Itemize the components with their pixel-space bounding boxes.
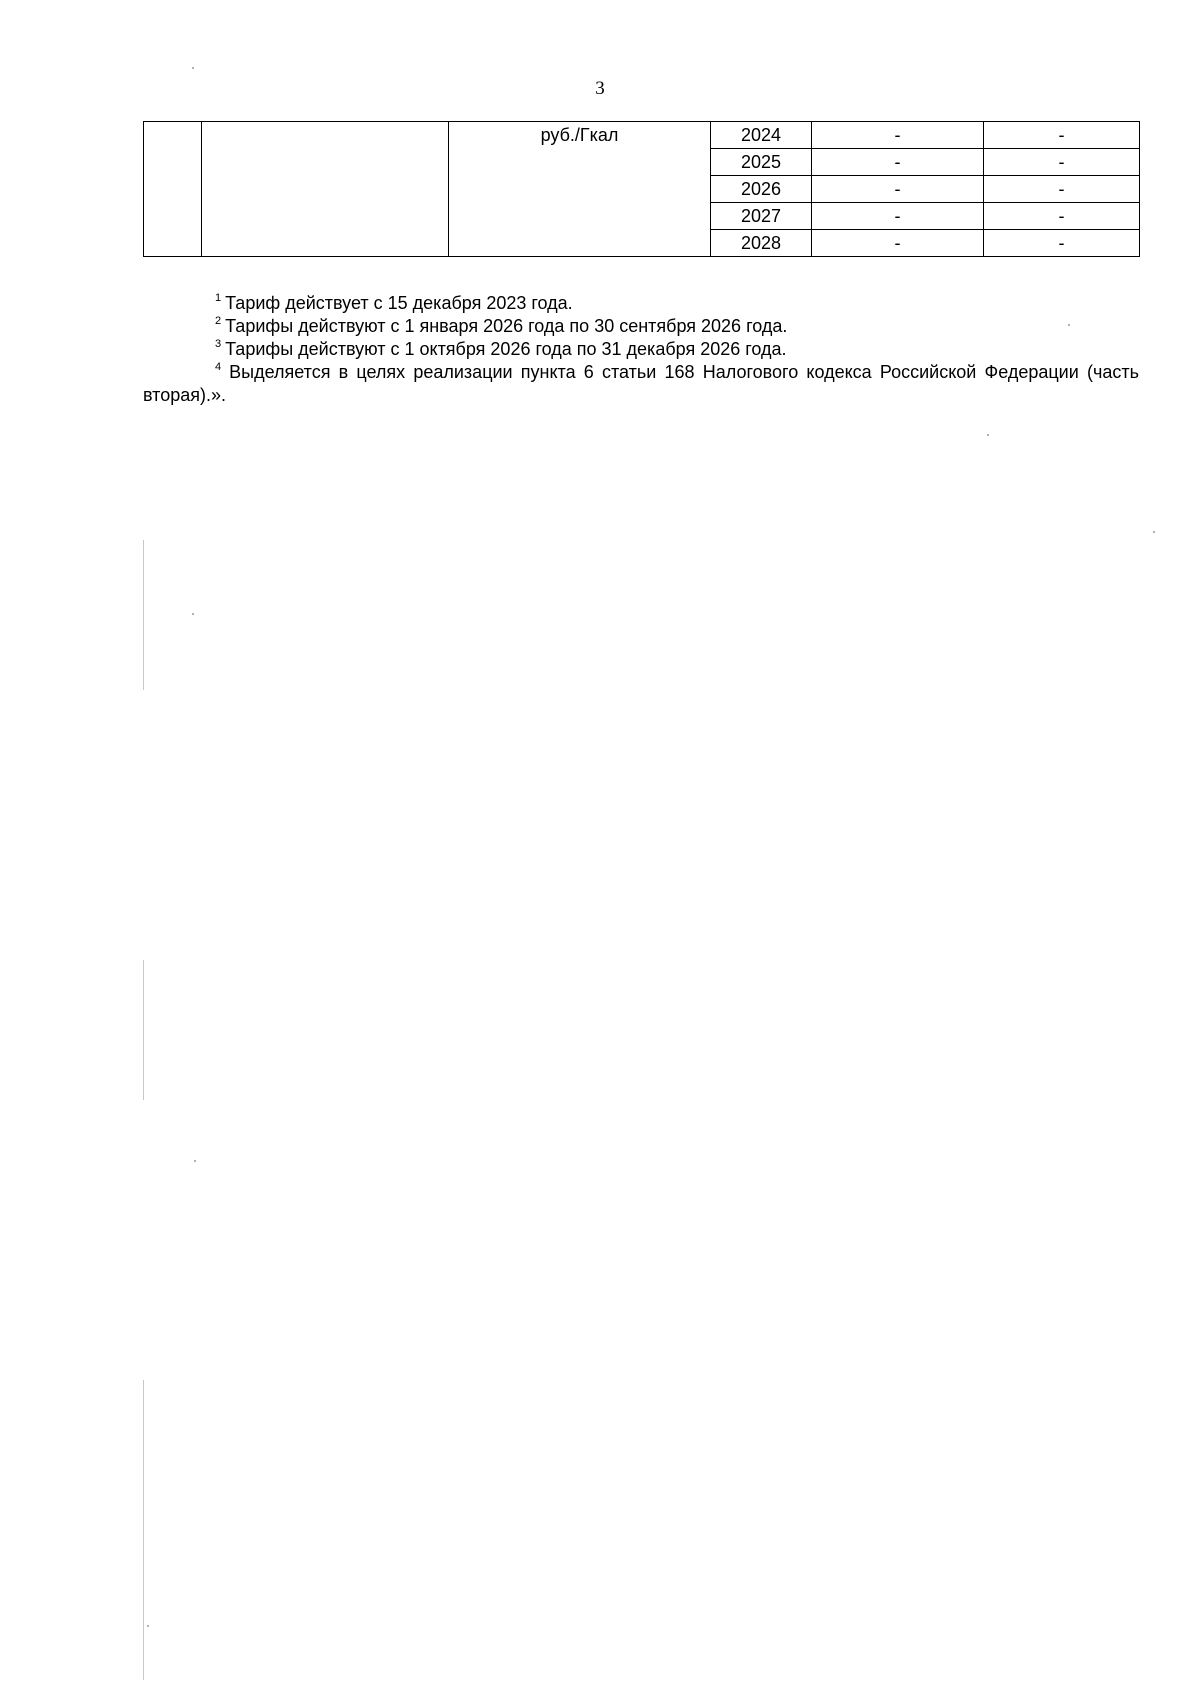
tariff-table	[143, 121, 1140, 257]
footnote-mark: 3	[215, 338, 222, 350]
year-cell: 2028	[711, 230, 812, 257]
scan-artifact	[194, 1160, 196, 1162]
year-cell: 2025	[711, 149, 812, 176]
table-row	[144, 122, 1140, 149]
scan-artifact	[147, 1625, 149, 1627]
value-cell: -	[812, 176, 984, 203]
value-cell: -	[812, 230, 984, 257]
year-cell: 2027	[711, 203, 812, 230]
scan-artifact	[143, 960, 144, 1100]
value-cell: -	[812, 122, 984, 149]
value-cell: -	[984, 230, 1140, 257]
footnote-mark: 2	[215, 315, 222, 327]
scan-artifact	[1068, 324, 1070, 326]
value-cell: -	[984, 176, 1140, 203]
footnote	[143, 338, 1139, 361]
scan-artifact	[143, 540, 144, 690]
page-number: 3	[595, 78, 605, 99]
value-cell: -	[984, 203, 1140, 230]
footnote-text: Тариф действует с 15 декабря 2023 года.	[225, 293, 573, 313]
name-cell	[202, 122, 449, 257]
value-cell: -	[812, 203, 984, 230]
value-cell: -	[812, 149, 984, 176]
scan-artifact	[987, 434, 989, 436]
footnote-mark: 1	[215, 292, 222, 304]
scan-artifact	[143, 1380, 144, 1680]
year-cell: 2026	[711, 176, 812, 203]
value-cell: -	[984, 122, 1140, 149]
footnote	[143, 315, 1139, 338]
scan-artifact	[192, 67, 194, 69]
footnote	[143, 292, 1139, 315]
footnote-mark: 4	[215, 361, 222, 373]
footnote	[143, 361, 1139, 407]
footnote-text: Выделяется в целях реализации пункта 6 статьи 168 Налогового кодекса Российской Федерации (часть вторая).».	[143, 362, 1139, 405]
unit-cell: руб./Гкал	[449, 122, 711, 257]
footnotes	[143, 292, 1139, 407]
footnote-text: Тарифы действуют с 1 января 2026 года по 30 сентября 2026 года.	[225, 316, 788, 336]
year-cell: 2024	[711, 122, 812, 149]
footnote-text: Тарифы действуют с 1 октября 2026 года по 31 декабря 2026 года.	[225, 339, 787, 359]
index-cell	[144, 122, 202, 257]
scan-artifact	[1153, 531, 1155, 533]
value-cell: -	[984, 149, 1140, 176]
scan-artifact	[192, 613, 194, 615]
